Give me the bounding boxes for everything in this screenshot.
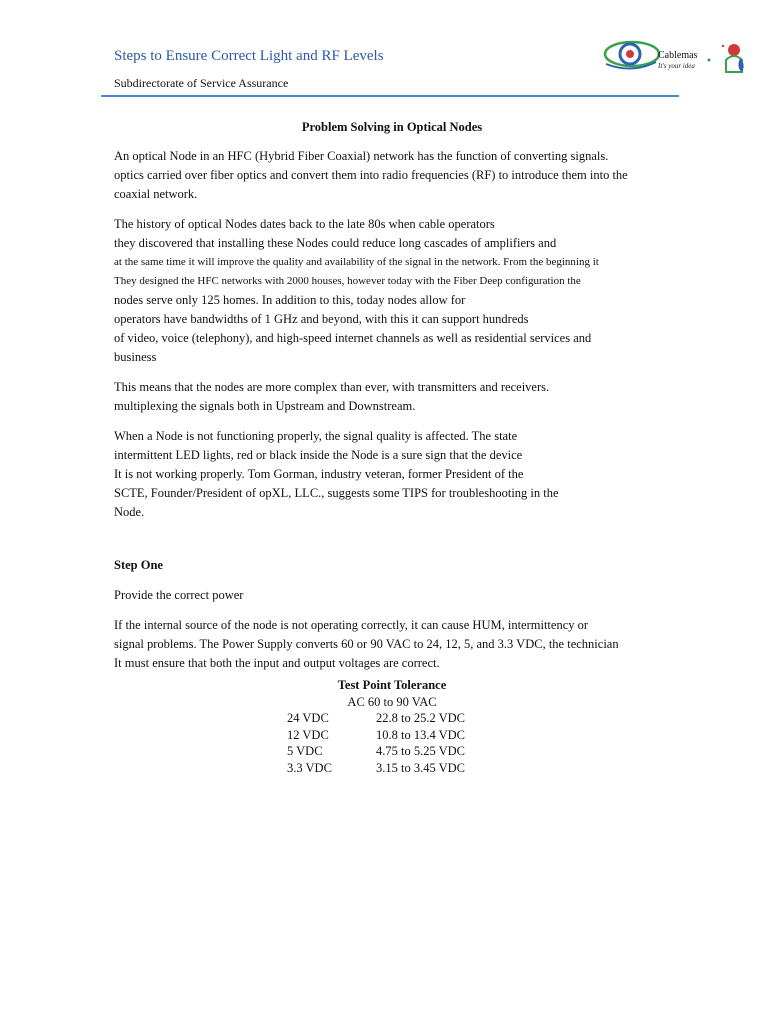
table-cell: 5 VDC bbox=[287, 744, 323, 758]
text-line: coaxial network. bbox=[114, 187, 198, 201]
text-line: they discovered that installing these Nodes could reduce long cascades of amplifiers and bbox=[114, 236, 557, 250]
text-line: It must ensure that both the input and output voltages are correct. bbox=[114, 656, 440, 670]
text-line: signal problems. The Power Supply converts 60 or 90 VAC to 24, 12, 5, and 3.3 VDC, the technician bbox=[114, 637, 619, 651]
header-subtitle: Subdirectorate of Service Assurance bbox=[114, 76, 289, 90]
table-cell: 3.15 to 3.45 VDC bbox=[376, 760, 466, 775]
text-line: The history of optical Nodes dates back to the late 80s when cable operators bbox=[114, 217, 495, 231]
table-cell: 3.3 VDC bbox=[287, 760, 332, 775]
table-cell: 22.8 to 25.2 VDC bbox=[376, 711, 466, 725]
header-title: Steps to Ensure Correct Light and RF Levels bbox=[114, 48, 384, 64]
text-line: An optical Node in an HFC (Hybrid Fiber Coaxial) network has the function of converting signals. bbox=[114, 149, 609, 163]
text-line: If the internal source of the node is not operating correctly, it can cause HUM, intermittency or bbox=[114, 618, 589, 632]
table-subtitle: AC 60 to 90 VAC bbox=[347, 694, 437, 709]
logo-brand-text: Cablemas bbox=[658, 50, 698, 61]
table-cell: 12 VDC bbox=[287, 727, 329, 742]
paragraph-complexity bbox=[114, 378, 670, 416]
paragraph-intro bbox=[114, 147, 670, 204]
text-line: When a Node is not functioning properly, the signal quality is affected. The state bbox=[114, 429, 518, 443]
logo-tagline: It's your idea bbox=[658, 62, 695, 70]
text-line: operators have bandwidths of 1 GHz and beyond, with this it can support hundreds bbox=[114, 312, 529, 326]
header-divider bbox=[101, 95, 679, 97]
paragraph-malfunction bbox=[114, 427, 670, 522]
text-line: of video, voice (telephony), and high-speed internet channels as well as residential services and bbox=[114, 331, 592, 345]
text-line: nodes serve only 125 homes. In addition to this, today nodes allow for bbox=[114, 293, 466, 307]
step-one-heading: Step One bbox=[114, 558, 163, 572]
text-line: Node. bbox=[114, 505, 145, 519]
table-row bbox=[287, 727, 465, 744]
text-line: business bbox=[114, 350, 157, 364]
table-row bbox=[287, 710, 465, 727]
paragraph-power bbox=[114, 616, 670, 673]
text-line: SCTE, Founder/President of opXL, LLC., suggests some TIPS for troubleshooting in the bbox=[114, 486, 559, 500]
table-row bbox=[287, 760, 465, 777]
step-one-intro: Provide the correct power bbox=[114, 588, 244, 602]
text-line: They designed the HFC networks with 2000 houses, however today with the Fiber Deep configuration the bbox=[114, 275, 581, 287]
text-line: It is not working properly. Tom Gorman, industry veteran, former President of the bbox=[114, 467, 524, 481]
text-line: This means that the nodes are more complex than ever, with transmitters and receivers. bbox=[114, 380, 550, 394]
text-line: at the same time it will improve the quality and availability of the signal in the network. From the beginning it bbox=[114, 256, 599, 268]
document-body bbox=[114, 118, 670, 776]
text-line: multiplexing the signals both in Upstream and Downstream. bbox=[114, 399, 416, 413]
table-cell: 24 VDC bbox=[287, 711, 329, 725]
paragraph-history bbox=[114, 215, 670, 367]
document-title: Problem Solving in Optical Nodes bbox=[301, 120, 483, 134]
table-cell: 4.75 to 5.25 VDC bbox=[376, 744, 466, 758]
tolerance-table bbox=[287, 710, 465, 776]
table-row bbox=[287, 743, 465, 760]
table-cell: 10.8 to 13.4 VDC bbox=[376, 727, 466, 742]
text-line: intermittent LED lights, red or black inside the Node is a sure sign that the device bbox=[114, 448, 523, 462]
tolerance-table-section bbox=[114, 677, 670, 776]
table-title: Test Point Tolerance bbox=[337, 678, 447, 692]
text-line: optics carried over fiber optics and convert them into radio frequencies (RF) to introduce them into the bbox=[114, 168, 628, 182]
